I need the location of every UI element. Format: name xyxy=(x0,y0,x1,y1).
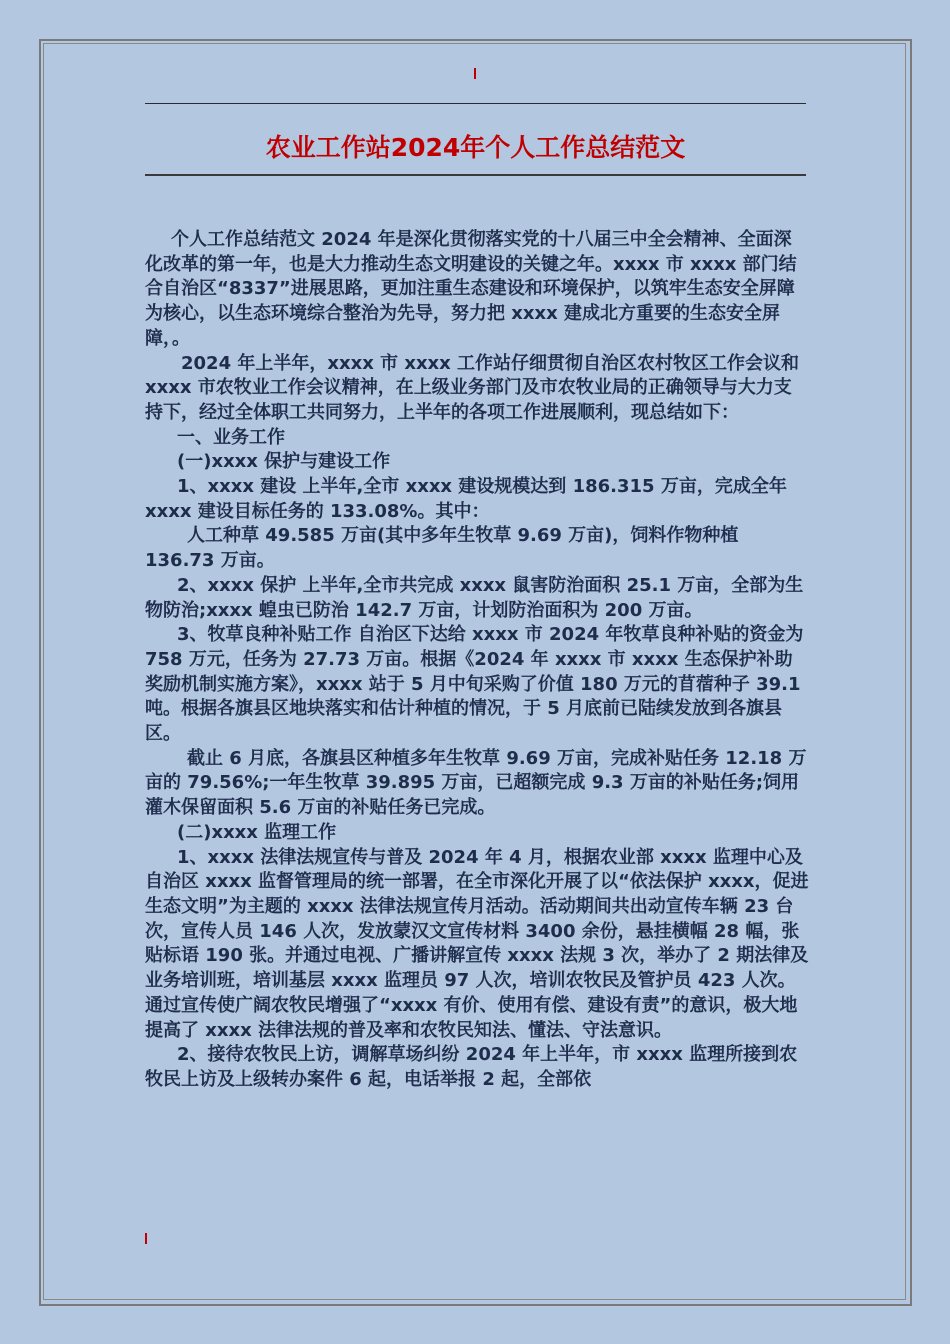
paragraph-item: 2、接待农牧民上访，调解草场纠纷 2024 年上半年，市 xxxx 监理所接到农牧民上访及上级转办案件 6 起，电话举报 2 起，全部依 xyxy=(145,1044,798,1090)
paragraph-item: 3、牧草良种补贴工作 自治区下达给 xxxx 市 2024 年牧草良种补贴的资金为 758 万元，任务为 27.73 万亩。根据《2024 年 xxxx 市 xxxx 生态保护补助奖励机制实施方案》，xxxx 站于 5 月中旬采购了价值 180 万元的苜蓿种子 39.1 吨。根据各旗县区地块落实和估计种植的情况，于 5 月底前已陆续发放到各旗县区。 xyxy=(145,624,810,745)
subsection-heading: (二)xxxx 监理工作 xyxy=(177,821,337,843)
document-title: 农业工作站2024年个人工作总结范文 xyxy=(265,133,686,162)
title-rule xyxy=(145,174,806,176)
subsection-heading: (一)xxxx 保护与建设工作 xyxy=(177,451,391,473)
header-rule xyxy=(145,103,806,104)
paragraph-item: 截止 6 月底，各旗县区种植多年生牧草 9.69 万亩，完成补贴任务 12.18 万亩的 79.56%;一年生牧草 39.895 万亩，已超额完成 9.3 万亩的补贴任务;饲用灌木保留面积 5.6 万亩的补贴任务已完成。 xyxy=(145,747,807,819)
paragraph-item: 1、xxxx 建设 上半年,全市 xxxx 建设规模达到 186.315 万亩，完成全年 xxxx 建设目标任务的 133.08%。其中： xyxy=(145,476,794,522)
paragraph-item: 1、xxxx 法律法规宣传与普及 2024 年 4 月，根据农业部 xxxx 监理中心及自治区 xxxx 监督管理局的统一部署，在全市深化开展了以“依法保护 xxxx，促进生态文明”为主题的 xxxx 法律法规宣传月活动。活动期间共出动宣传车辆 23 台次，宣传人员 146 人次，发放蒙汉文宣传材料 3400 余份，悬挂横幅 28 幅，张贴标语 190 张。并通过电视、广播讲解宣传 xxxx 法规 3 次，举办了 2 期法律及业务培训班，培训基层 xxxx 监理员 97 人次，培训农牧民及管护员 423 人次。通过宣传使广阔农牧民增强了“xxxx 有价、使用有偿、建设有责”的意识，极大地提高了 xxxx 法律法规的普及率和农牧民知法、懂法、守法意识。 xyxy=(145,846,809,1041)
document-body xyxy=(145,228,809,1093)
paragraph-item: 2、xxxx 保护 上半年,全市共完成 xxxx 鼠害防治面积 25.1 万亩，全部为生物防治;xxxx 蝗虫已防治 142.7 万亩，计划防治面积为 200 万亩。 xyxy=(145,574,804,621)
paragraph-item: 人工种草 49.585 万亩(其中多年生牧草 9.69 万亩)，饲料作物种植 136.73 万亩。 xyxy=(145,525,745,572)
paragraph-intro: 个人工作总结范文 2024 年是深化贯彻落实党的十八届三中全会精神、全面深化改革的第一年，也是大力推动生态文明建设的关键之年。xxxx 市 xxxx 部门结合自治区“8337”进展思路，更加注重生态建设和环境保护，以筑牢生态安全屏障为核心，以生态环境综合整治为先导，努力把 xxxx 建成北方重要的生态安全屏障，。 xyxy=(145,229,797,349)
footer-cursor-mark xyxy=(145,1233,147,1244)
header-cursor-mark xyxy=(474,68,476,79)
paragraph-overview: 2024 年上半年，xxxx 市 xxxx 工作站仔细贯彻自治区农村牧区工作会议和 xxxx 市农牧业工作会议精神，在上级业务部门及市农牧业局的正确领导与大力支持下，经过全体职工共同努力，上半年的各项工作进展顺利，现总结如下： xyxy=(145,352,806,423)
section-heading: 一、业务工作 xyxy=(177,426,285,448)
